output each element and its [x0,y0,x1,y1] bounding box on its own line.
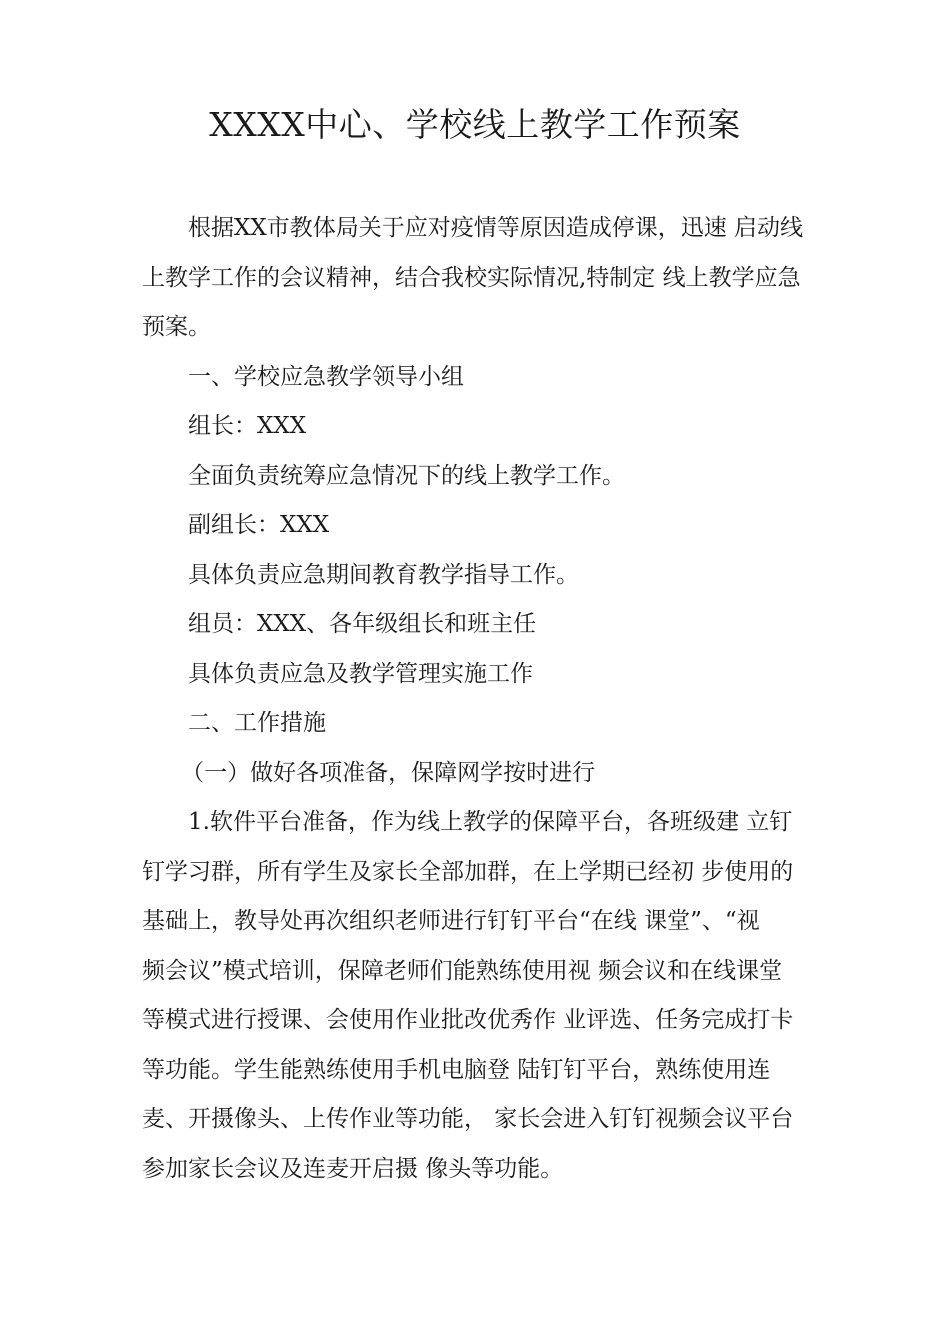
deputy-duty-line: 具体负责应急期间教育教学指导工作。 [188,561,579,588]
text-line: 基础上，教导处再次组织老师进行钉钉平台“在线 课堂”、“视 [142,908,760,934]
deputy-line: 副组长：XXX [188,512,330,538]
section-heading: 二、工作措施 [188,710,326,736]
text-line: 根据XX市教体局关于应对疫情等原因造成停课，迅速 启动线 [188,215,804,241]
text-line: 参加家长会议及连麦开启摄 像头等功能。 [142,1155,564,1182]
document-body [142,204,832,1194]
members-line: 组员：XXX、各年级组长和班主任 [188,611,537,637]
document-title: XXXX中心、学校线上教学工作预案 [209,105,741,144]
text-line: 麦、开摄像头、上传作业等功能， 家长会进入钉钉视频会议平台 [142,1106,794,1132]
section-heading: 一、学校应急教学领导小组 [188,363,464,390]
intro-paragraph [142,204,832,353]
text-line: 1.软件平台准备，作为线上教学的保障平台，各班级建 立钉 [188,809,793,835]
subsection-heading: （一）做好各项准备，保障网学按时进行 [181,759,596,786]
text-line: 上教学工作的会议精神，结合我校实际情况,特制定 线上教学应急 [142,264,801,291]
text-line: 钉学习群，所有学生及家长全部加群，在上学期已经初 步使用的 [142,858,794,885]
text-line: 等模式进行授课、会使用作业批改优秀作 业评选、任务完成打卡 [142,1007,794,1033]
text-line: 频会议”模式培训，保障老师们能熟练使用视 频会议和在线课堂 [142,957,783,984]
members-duty-line: 具体负责应急及教学管理实施工作 [188,660,533,687]
item-paragraph [142,798,832,1194]
leader-line: 组长：XXX [188,413,307,439]
text-line: 预案。 [142,314,211,340]
leader-duty-line: 全面负责统筹应急情况下的线上教学工作。 [188,462,625,489]
text-line: 等功能。学生能熟练使用手机电脑登 陆钉钉平台，熟练使用连 [142,1056,771,1083]
